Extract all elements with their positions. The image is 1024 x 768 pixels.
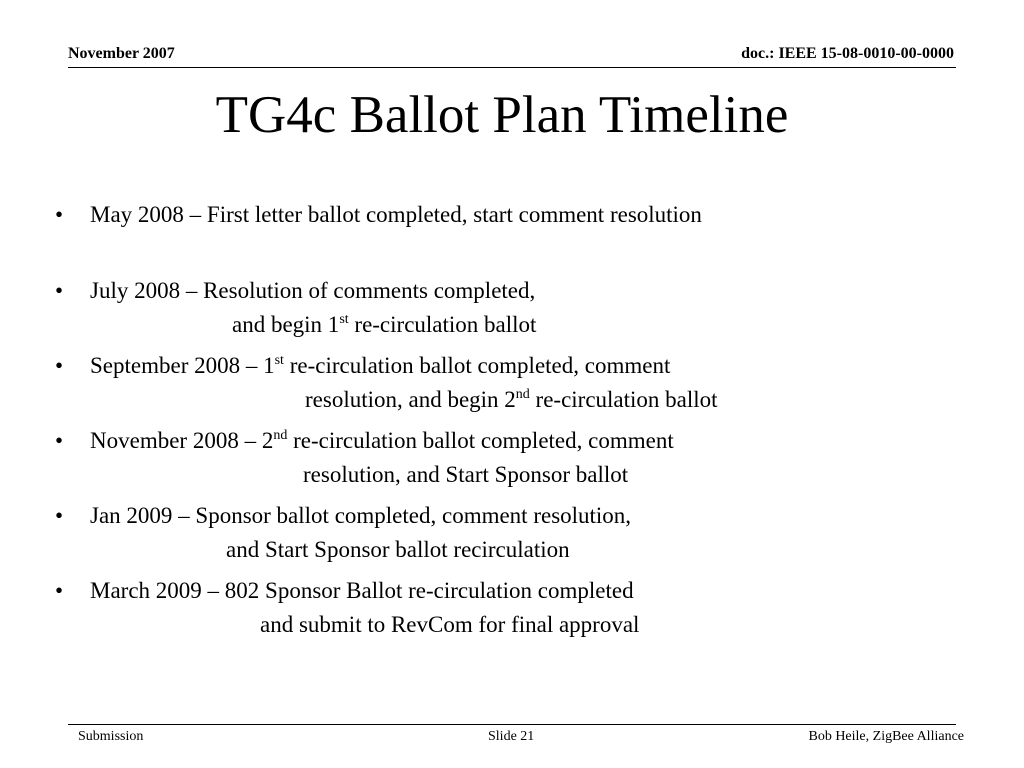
- header-divider: [68, 67, 956, 68]
- bullet-line: May 2008 – First letter ballot completed, start comment resolution: [90, 202, 702, 227]
- header-doc-id: doc.: IEEE 15-08-0010-00-0000: [741, 45, 954, 62]
- bullet-marker: •: [55, 353, 64, 378]
- footer-author: Bob Heile, ZigBee Alliance: [808, 729, 964, 744]
- bullet-marker: •: [55, 278, 64, 303]
- bullet-line-continuation: and Start Sponsor ballot recirculation: [226, 537, 570, 562]
- bullet-line-continuation: resolution, and Start Sponsor ballot: [303, 462, 629, 487]
- bullet-line: September 2008 – 1st re-circulation ballot completed, comment: [90, 353, 671, 378]
- bullet-line: Jan 2009 – Sponsor ballot completed, comment resolution,: [90, 503, 632, 528]
- bullet-line: November 2008 – 2nd re-circulation ballot completed, comment: [90, 428, 674, 453]
- bullet-marker: •: [55, 202, 64, 227]
- bullet-marker: •: [55, 578, 64, 603]
- bullet-line-continuation: and submit to RevCom for final approval: [260, 612, 640, 637]
- bullet-marker: •: [55, 503, 64, 528]
- header-date: November 2007: [68, 45, 175, 62]
- slide-title: TG4c Ballot Plan Timeline: [215, 86, 789, 144]
- bullet-marker: •: [55, 428, 64, 453]
- footer-submission: Submission: [78, 729, 144, 744]
- bullet-line: July 2008 – Resolution of comments completed,: [90, 278, 536, 303]
- bullet-line-continuation: and begin 1st re-circulation ballot: [232, 312, 537, 337]
- slide-number: Slide 21: [488, 729, 535, 744]
- footer-divider: [68, 724, 956, 725]
- bullet-line: March 2009 – 802 Sponsor Ballot re-circulation completed: [90, 578, 634, 603]
- bullet-line-continuation: resolution, and begin 2nd re-circulation ballot: [305, 387, 718, 412]
